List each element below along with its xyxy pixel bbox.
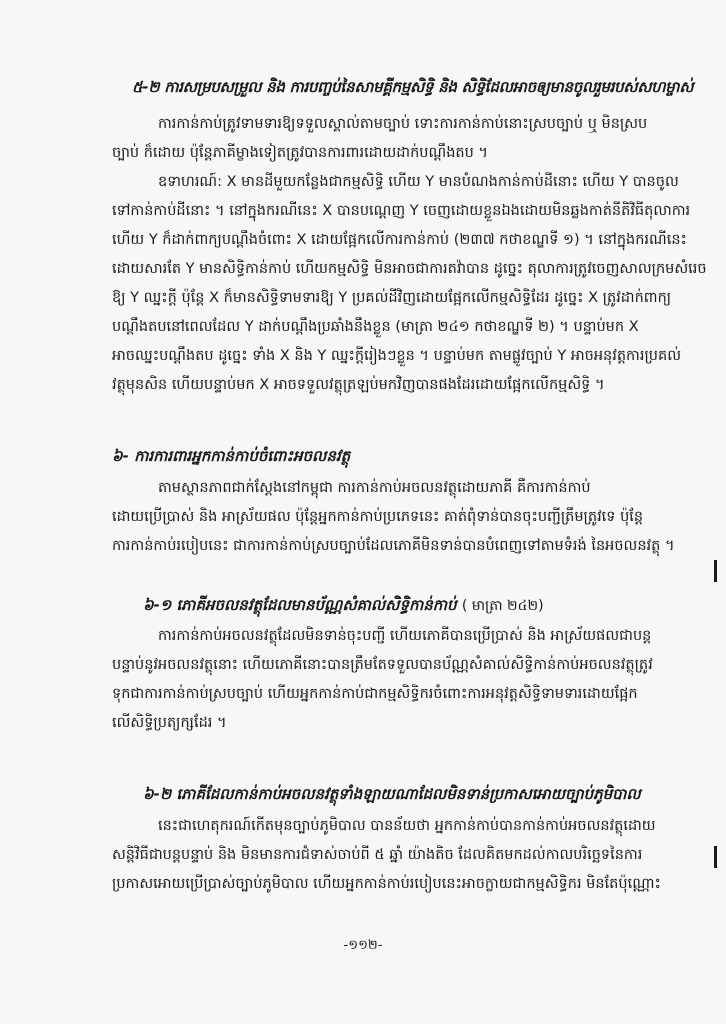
- section-6-2-body: [112, 812, 661, 899]
- paragraph-line: វត្ថុមុនសិន ហើយបន្ទាប់មក X អាចទទួលវត្ថុត្រឡប់មកវិញបានផងដែរដោយផ្អែកលើកម្មសិទ្ធិ ។: [112, 377, 605, 393]
- paragraph-line: ឧទាហរណ៍: X មានដីមួយកន្លែងជាកម្មសិទ្ធិ ហើយ Y មានបំណងកាន់កាប់ដីនោះ ហើយ Y បានចូល: [158, 174, 679, 190]
- paragraph-line: សន្តិវិធីជាបន្តបន្ទាប់ និង មិនមានការជំទាស់ចាប់ពី ៥ ឆ្នាំ យ៉ាងតិច ដែលគិតមកដល់កាលបរិច្ឆេទនៃការ: [112, 847, 643, 863]
- section-heading-5-2: ៥-២ ការសម្របសម្រួល និង ការបញ្ចប់នៃសាមគ្គីកម្មសិទ្ធិ និង សិទ្ធិដែលអាចឲ្យមានចូលរួមរបស់សហម្ចាស់: [132, 78, 694, 96]
- section-heading-6-1: ៦-១ ភោគីអចលនវត្ថុដែលមានប័ណ្ណសំគាល់សិទ្ធិកាន់កាប់ ( មាត្រា ២៤២): [143, 596, 544, 614]
- section-6-body: [112, 474, 675, 561]
- section-5-2-body: [112, 110, 707, 400]
- paragraph-line: ការកាន់កាប់អចលនវត្ថុដែលមិនទាន់ចុះបញ្ជី ហើយភោគីបានប្រើប្រាស់ និង អាស្រ័យផលជាបន្ត: [158, 628, 652, 644]
- paragraph-line: ឱ្យ Y ឈ្នះក្តី ប៉ុន្តែ X ក៏មានសិទ្ធិទាមទារឱ្យ Y ប្រគល់ដីវិញដោយផ្អែកលើកម្មសិទ្ធិដែរ ដូច្នេះ X ត្រូវដាក់ពាក្យ: [112, 290, 672, 306]
- paragraph-line: ច្បាប់ ក៏ដោយ ប៉ុន្តែភាគីម្ខាងទៀតត្រូវបានការពារដោយដាក់បណ្តឹងតប ។: [112, 145, 488, 161]
- article-reference: ( មាត្រា ២៤២): [461, 598, 544, 614]
- scan-edge-mark: [714, 846, 717, 868]
- paragraph-line: ដោយសារតែ Y មានសិទ្ធិកាន់កាប់ ហើយកម្មសិទ្ធិ មិនអាចជាការតវ៉ាបាន ដូច្នេះ តុលាការត្រូវចេញសាលក្រមសំរេច: [112, 261, 707, 277]
- section-6-1-body: [112, 622, 653, 738]
- paragraph-line: នេះជាហេតុករណ៍កើតមុនច្បាប់ភូមិបាល បានន័យថា អ្នកកាន់កាប់បានកាន់កាប់អចលនវត្ថុដោយ: [158, 818, 656, 834]
- paragraph-line: តាមស្ថានភាពជាក់ស្តែងនៅកម្ពុជា ការកាន់កាប់អចលនវត្ថុដោយភាគី គឺការកាន់កាប់: [158, 480, 591, 496]
- paragraph-line: ទុកជាការកាន់កាប់ស្របច្បាប់ ហើយអ្នកកាន់កាប់ជាកម្មសិទ្ធិករចំពោះការអនុវត្តសិទ្ធិទាមទារដោយផ្អែក: [112, 686, 638, 702]
- paragraph-line: លើសិទ្ធិប្រត្យក្សដែរ ។: [112, 715, 227, 731]
- paragraph-line: ហើយ Y ក៏ដាក់ពាក្យបណ្តឹងចំពោះ X ដោយផ្អែកលើការកាន់កាប់ (២៣៧ កថាខណ្ឌទី ១) ។ នៅក្នុងករណីនេះ: [112, 232, 687, 248]
- paragraph-line: ទៅកាន់កាប់ដីនោះ ។ នៅក្នុងករណីនេះ X បានបណ្តេញ Y ចេញដោយខ្លួនឯងដោយមិនឆ្លងកាត់នីតិវិធីតុលាការ: [112, 203, 691, 219]
- section-heading-6: ៦- ការការពារអ្នកកាន់កាប់ចំពោះអចលនវត្ថុ: [112, 447, 351, 465]
- paragraph-line: ប្រកាសអោយប្រើប្រាស់ច្បាប់ភូមិបាល ហើយអ្នកកាន់កាប់របៀបនេះអាចក្លាយជាកម្មសិទ្ធិករ មិនតែប៉ុណ្ណោះ: [112, 876, 661, 892]
- paragraph-line: បន្ទាប់នូវអចលនវត្ថុនោះ ហើយភោគីនោះបានត្រឹមតែទទួលបានប័ណ្ណសំគាល់សិទ្ធិកាន់កាប់អចលនវត្ថុត្រូវ: [112, 657, 653, 673]
- paragraph-line: បណ្តឹងតបនៅពេលដែល Y ដាក់បណ្តឹងប្រឆាំងនឹងខ្លួន (មាត្រា ២៤១ កថាខណ្ឌទី ២) ។ បន្ទាប់មក X: [112, 319, 639, 335]
- paragraph-line: អាចឈ្នះបណ្តឹងតប ដូច្នេះ ទាំង X និង Y ឈ្នះក្តីរៀងៗខ្លួន ។ បន្ទាប់មក តាមផ្លូវច្បាប់ Y អាចអនុវត្តការប្រគល់: [112, 348, 681, 364]
- paragraph-line: ការកាន់កាប់ត្រូវទាមទារឱ្យទទួលស្គាល់តាមច្បាប់ ទោះការកាន់កាប់នោះស្របច្បាប់ ឬ មិនស្រប: [158, 116, 648, 132]
- paragraph-line: ដោយប្រើប្រាស់ និង អាស្រ័យផល ប៉ុន្តែអ្នកកាន់កាប់ប្រភេទនេះ គាត់ពុំទាន់បានចុះបញ្ជីត្រឹមត្រូវទេ ប៉ុន្តែ: [112, 509, 644, 525]
- page-number: -១១២-: [343, 938, 383, 953]
- scan-edge-mark: [714, 560, 717, 582]
- paragraph-line: ការកាន់កាប់របៀបនេះ ជាការកាន់កាប់ស្របច្បាប់ដែលភោគីមិនទាន់បានបំពេញទៅតាមទំរង់ នៃអចលនវត្ថុ ។: [112, 538, 675, 554]
- section-heading-6-2: ៦-២ ភោគីដែលកាន់កាប់អចលនវត្ថុទាំងឡាយណាដែលមិនទាន់ប្រកាសអោយច្បាប់ភូមិបាល: [143, 785, 641, 803]
